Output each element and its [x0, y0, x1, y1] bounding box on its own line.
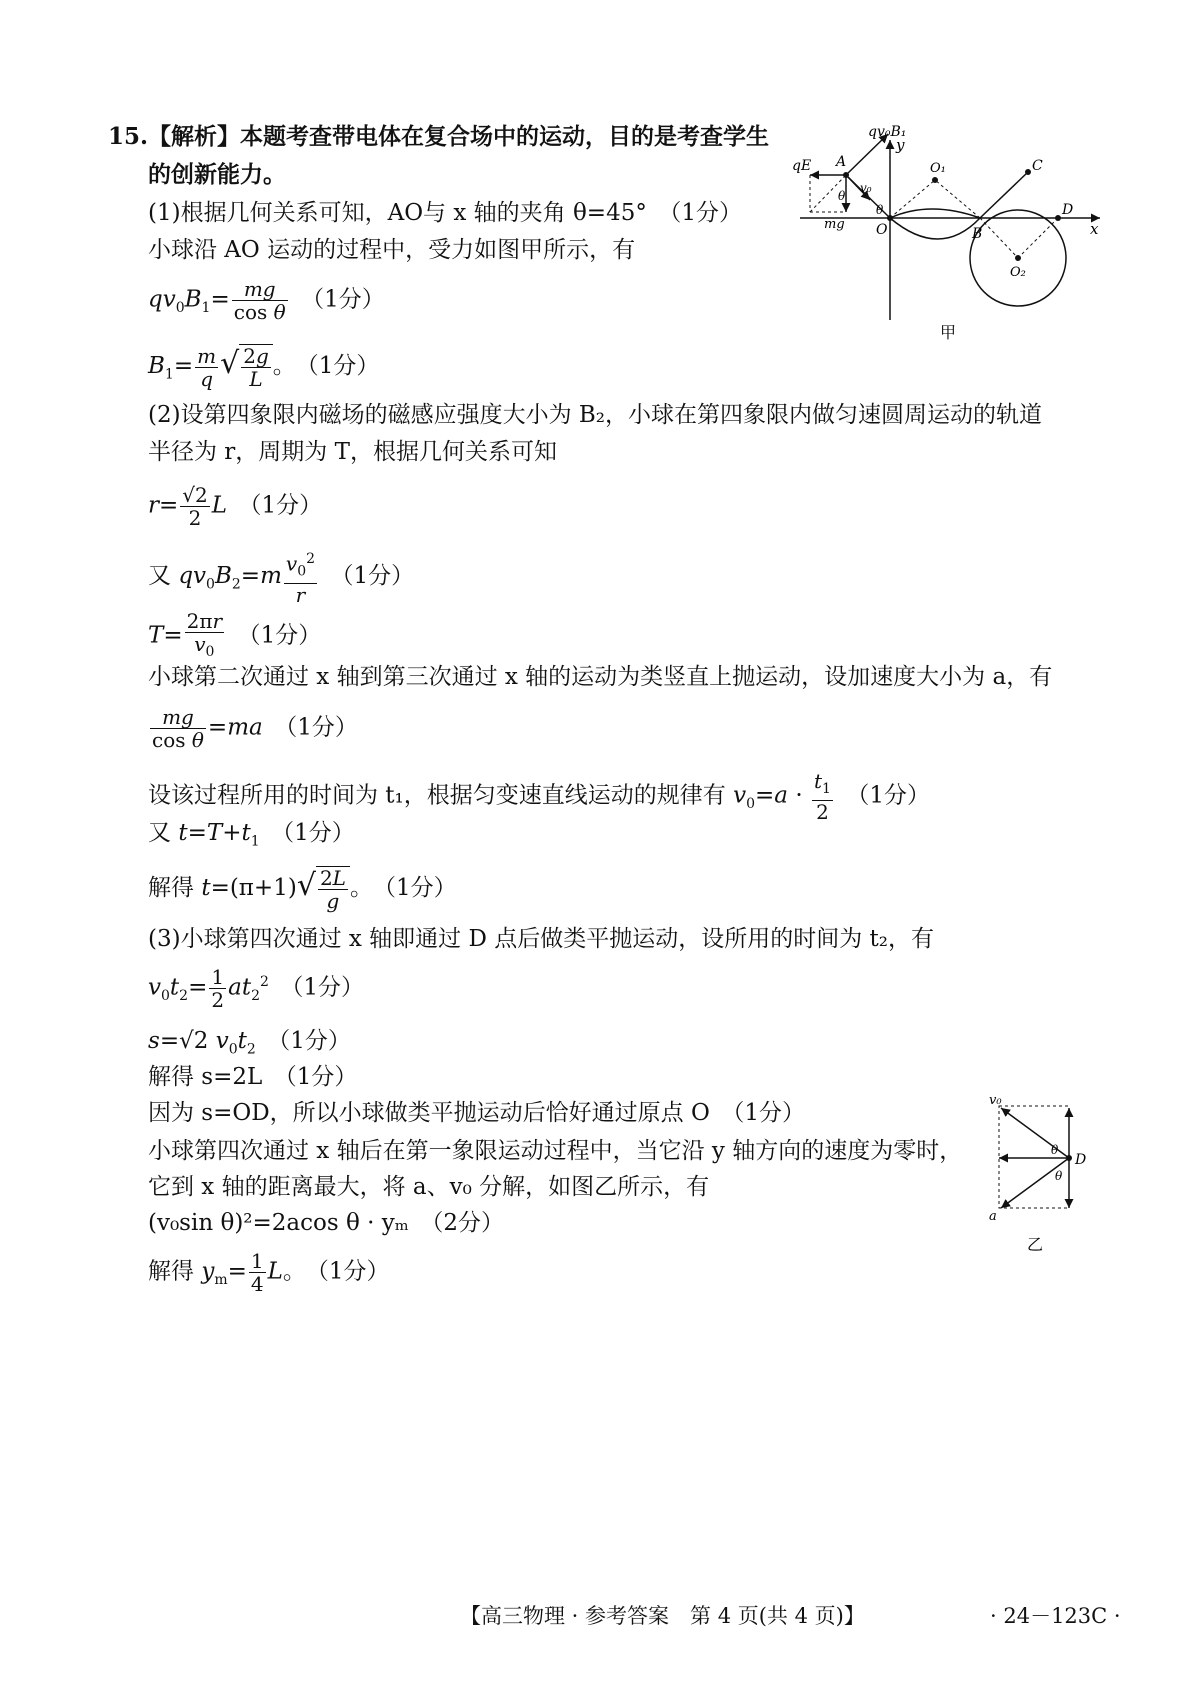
- score: （1分）: [291, 974, 365, 1001]
- score: （1分）: [285, 1064, 358, 1090]
- problem-intro: [108, 122, 769, 152]
- arrow-a-yi: [1001, 1158, 1069, 1208]
- because-text: 因为 s=OD，所以小球做类平抛运动后恰好通过原点 O: [148, 1100, 710, 1126]
- caption-yi: 乙: [1027, 1235, 1044, 1254]
- line-BC: [980, 172, 1028, 218]
- arrow-qv0B1: [846, 134, 888, 175]
- intro-text-2: 的创新能力。: [148, 161, 286, 188]
- point-D-yi: [1066, 1155, 1072, 1161]
- label-v0-yi: v₀: [989, 1093, 1002, 1108]
- arc-upper: [890, 209, 980, 218]
- arrow-v0-yi: [1001, 1108, 1069, 1158]
- label-C: C: [1032, 158, 1043, 174]
- part3-line1: (3)小球第四次通过 x 轴即通过 D 点后做类平抛运动，设所用的时间为 t₂，有: [148, 926, 935, 952]
- label-mg: mg: [824, 217, 845, 232]
- part1-line1: [148, 198, 742, 228]
- part2-accel-intro: 小球第二次通过 x 轴到第三次通过 x 轴的运动为类竖直上抛运动，设加速度大小为 a，有: [148, 664, 1053, 690]
- label-O: O: [876, 222, 888, 238]
- equation-T: T= $\frac{2\pi r}{v_0}$ （1分）: [148, 610, 321, 663]
- time-intro: 设该过程所用的时间为 t₁，根据匀变速直线运动的规律有: [148, 782, 726, 809]
- score: （1分）: [384, 875, 457, 901]
- equation-B1: $B_1=$ $\frac{m}{q}$ √ $\frac{2g}{L}$ 。 （1分）: [148, 343, 380, 391]
- score: （1分）: [249, 622, 322, 649]
- dashed-B-O2: [980, 218, 1018, 258]
- label-v0: v₀: [860, 181, 872, 195]
- equation-qv0B1: $qv_0B_1=$ $\frac{mg}{\text{cos θ}}$ （1分）: [148, 277, 385, 324]
- label-B: B: [972, 226, 983, 242]
- score: （1分）: [857, 782, 931, 809]
- label-D: D: [1062, 202, 1074, 218]
- arc-lower: [890, 218, 980, 239]
- label-x: x: [1090, 220, 1099, 238]
- dashed-box: [999, 1106, 1069, 1208]
- intro-text-1: 本题考查带电体在复合场中的运动，目的是考查学生: [240, 123, 770, 150]
- part1-line2: 小球沿 AO 运动的过程中，受力如图甲所示，有: [148, 237, 636, 263]
- solve-word: 解得: [148, 1258, 194, 1285]
- score: （1分）: [312, 286, 385, 313]
- solve-s-text: 解得 s=2L: [148, 1064, 263, 1090]
- label-y: y: [896, 136, 905, 154]
- score: （1分）: [342, 562, 415, 589]
- equation-t1: 设该过程所用的时间为 t₁，根据匀变速直线运动的规律有 $v_0=a$ · $\frac{t_1}{2}$ （1分）: [148, 769, 931, 824]
- score: （1分）: [282, 820, 355, 846]
- part1-text: (1)根据几何关系可知，AO与 x 轴的夹角 θ=45°: [148, 200, 647, 226]
- label-a-yi: a: [989, 1209, 997, 1224]
- dashed-O-O1: [890, 180, 935, 218]
- figure-jia: [790, 120, 1110, 360]
- point-A: [843, 172, 849, 178]
- score: （1分）: [285, 714, 358, 741]
- also-word: 又: [148, 562, 171, 589]
- dashed-D-O2: [1018, 218, 1058, 258]
- label-qE: qE: [792, 158, 812, 174]
- equation-ym: [148, 1208, 504, 1238]
- label-theta-yi-1: θ: [1051, 1143, 1059, 1157]
- because-line: [148, 1098, 805, 1128]
- equation-t-sum: 又 $t=T+t_1$ （1分）: [148, 820, 355, 850]
- part2-line1: (2)设第四象限内磁场的磁感应强度大小为 B₂，小球在第四象限内做匀速圆周运动的轨道: [148, 402, 1043, 428]
- score: （2分）: [431, 1210, 504, 1236]
- label-O1: O₁: [930, 161, 946, 176]
- part2-line2: 半径为 r，周期为 T，根据几何关系可知: [148, 439, 557, 465]
- equation-s-result: [148, 1062, 357, 1092]
- figure-yi: [985, 1092, 1095, 1267]
- eq-ym-text: (v₀sin θ)²=2acos θ · yₘ: [148, 1210, 409, 1236]
- caption-jia: 甲: [940, 323, 957, 342]
- label-D-yi: D: [1075, 1152, 1087, 1168]
- footer-center: 【高三物理 · 参考答案 第 4 页(共 4 页)】: [460, 1604, 865, 1628]
- part3-max-line1: 小球第四次通过 x 轴后在第一象限运动过程中，当它沿 y 轴方向的速度为零时，: [148, 1138, 963, 1164]
- analysis-tag: 【解析】: [148, 123, 241, 150]
- label-theta-2: θ: [876, 203, 884, 217]
- label-theta-1: θ: [838, 189, 846, 203]
- score: （1分）: [278, 1028, 351, 1054]
- score: （1分）: [307, 353, 380, 379]
- problem-number: 15.: [108, 123, 149, 150]
- point-C: [1025, 169, 1031, 175]
- also-word: 又: [148, 820, 171, 846]
- score: （1分）: [250, 492, 323, 519]
- solve-word: 解得: [148, 875, 194, 901]
- equation-ym-result: 解得 $y_m=$ $\frac{1}{4}$ L。 （1分）: [148, 1249, 390, 1296]
- equation-v0t2: $v_0t_2=$ $\frac{1}{2}$ $at_2^2$ （1分）: [148, 965, 365, 1012]
- label-qv0B1: qv₀B₁: [868, 124, 907, 140]
- label-theta-yi-2: θ: [1055, 1169, 1063, 1183]
- part3-max-line2: 它到 x 轴的距离最大，将 a、v₀ 分解，如图乙所示，有: [148, 1174, 710, 1200]
- score: （1分）: [317, 1258, 390, 1285]
- equation-s: s=√2 $v_0t_2$ （1分）: [148, 1028, 351, 1058]
- equation-ma: $\frac{mg}{\text{cos θ}}$ =ma （1分）: [152, 705, 358, 752]
- score: （1分）: [669, 200, 742, 226]
- equation-qv0B2: 又 $qv_0B_2=m$ $\frac{v_0^2}{r}$ （1分）: [148, 551, 415, 607]
- score: （1分）: [732, 1100, 805, 1126]
- equation-t-result: 解得 t=(π+1)√ $\frac{2L}{g}$ 。 （1分）: [148, 866, 457, 913]
- equation-r: r= $\frac{√2}{2}$ L （1分）: [148, 483, 323, 530]
- footer-right: · 24－123C ·: [990, 1604, 1121, 1628]
- label-O2: O₂: [1010, 265, 1026, 280]
- label-A: A: [836, 154, 847, 170]
